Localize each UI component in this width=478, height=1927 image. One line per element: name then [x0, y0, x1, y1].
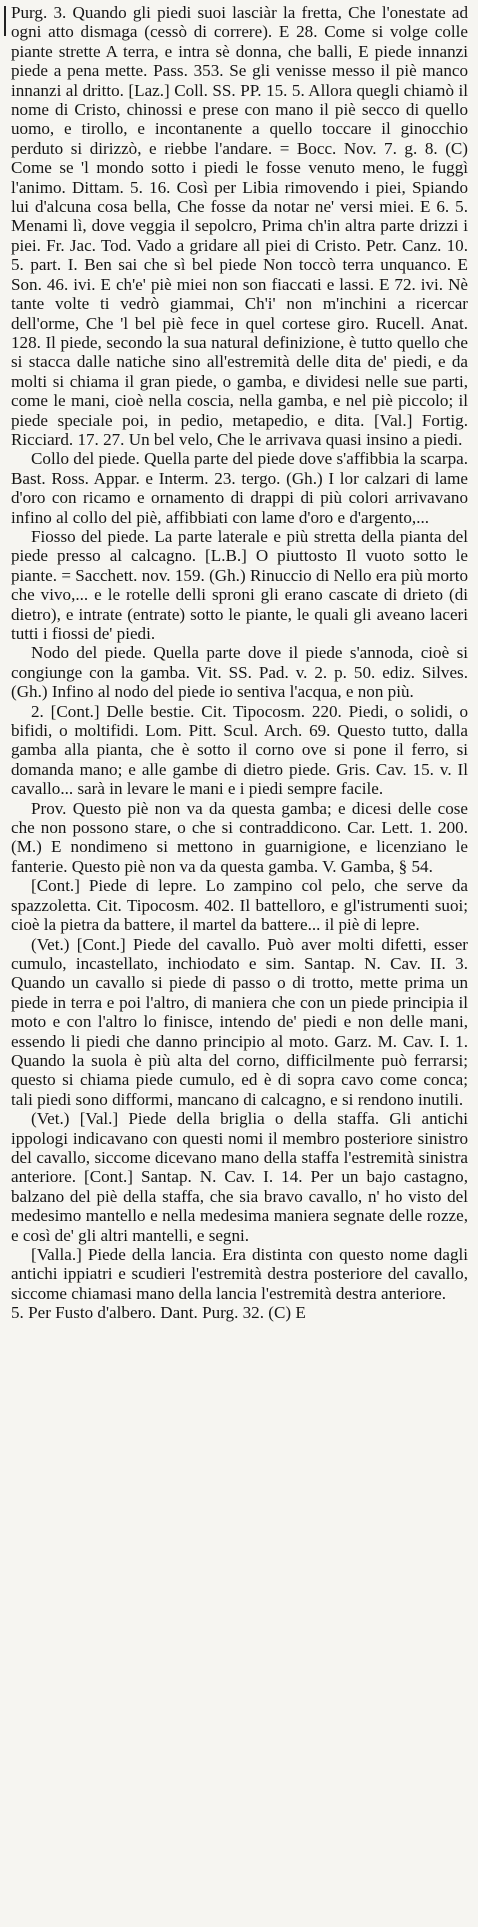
paragraph-piede-citations: Purg. 3. Quando gli piedi suoi lasciàr la fretta, Che l'onestate ad ogni atto dismaga (cessò di correre). E 28. Come si volge colle piante strette A terra, e intra sè donna, che balli, E piede innanzi piede a pena mette. Pass. 353. Se gli venisse messo il piè manco innanzi al dritto. [Laz.] Coll. SS. PP. 15. 5. Allora quegli chiamò il nome di Cristo, chinossi e prese con mano il piè secco di quello uomo, e tirollo, e incontanente a quello toccare il ginocchio perduto si dirizzò, e riebbe l'andare. = Bocc. Nov. 7. g. 8. (C) Come se 'l mondo sotto i piedi le fosse venuto meno, le fuggì l'animo. Dittam. 5. 16. Così per Libia rimovendo i piei, Spiando lui d'alcuna cosa bella, Che fosse da notar ne' versi miei. E 6. 5. Menami lì, dove veggia il sepolcro, Prima ch'in altra parte drizzi i piei. Fr. Jac. Tod. Vado a gridare all piei di Cristo. Petr. Canz. 10. 5. part. I. Ben sai che sì bel piede Non toccò terra unquanco. E Son. 46. ivi. E ch'e' piè miei non son fiaccati e lassi. E 72. ivi. Nè tante volte ti vedrò giammai, Ch'i' non m'inchini a ricercar dell'orme, Che 'l bel piè fece in quel cortese giro. Rucell. Anat. 128. Il piede, secondo la sua natural definizione, è tutto quello che si stacca dalle natiche sino all'estremità delle dita de' piedi, e da molti si chiama il gran piede, o gamba, e dividesi nelle sue parti, come le mani, cioè nella coscia, nella gamba, e nel piè piccolo; il piede speciale poi, in pedio, metapedio, e dita. [Val.] Fortig. Ricciard. 17. 27. Un bel velo, Che le arrivava quasi insino a piedi.	[11, 3, 468, 449]
paragraph-fiosso-del-piede: Fiosso del piede. La parte laterale e più stretta della pianta del piede presso al calcagno. [L.B.] O piuttosto Il vuoto sotto le piante. = Sacchett. nov. 159. (Gh.) Rinuccio di Nello era più morto che vivo,... e le rotelle delli sproni gli erano cascate di drieto (di dietro), e intrate (entrate) sotto le piante, le quali gli aveano laceri tutti i fiossi de' piedi.	[11, 526, 468, 643]
column-rule	[4, 6, 6, 36]
paragraph-delle-bestie: 2. [Cont.] Delle bestie. Cit. Tipocosm. 220. Piedi, o solidi, o bifidi, o moltifidi. Lom. Pitt. Scul. Arch. 69. Questo tutto, dalla gamba alla pianta, che è sotto il corno ove si pone il ferro, si domanda mano; e alle gambe di dietro piede. Gris. Cav. 15. v. Il cavallo... sarà in levare le mani e i piedi sempre facile.	[11, 701, 468, 799]
paragraph-proverb: Prov. Questo piè non va da questa gamba; e dicesi delle cose che non possono stare, o che si contraddicono. Car. Lett. 1. 200. (M.) E nondimeno si mettono in guarnigione, e licenziano le fanterie. Questo piè non va da questa gamba. V. Gamba, § 54.	[11, 798, 468, 876]
paragraph-fusto-d-albero: 5. Per Fusto d'albero. Dant. Purg. 32. (C) E	[11, 1303, 306, 1323]
paragraph-nodo-del-piede: Nodo del piede. Quella parte dove il piede s'annoda, cioè si congiunge con la gamba. Vit. SS. Pad. v. 2. p. 50. ediz. Silves. (Gh.) Infino al nodo del piede io sentiva l'acqua, e non più.	[11, 643, 468, 702]
paragraph-collo-del-piede: Collo del piede. Quella parte del piede dove s'affibbia la scarpa. Bast. Ross. Appar. e Interm. 23. tergo. (Gh.) I lor calzari di lame d'oro con ricamo e ornamento di drappi di più colori arrivavano infino al collo del piè, affibbiati con lame d'oro e d'argento,...	[11, 449, 468, 527]
paragraph-piede-di-lepre: [Cont.] Piede di lepre. Lo zampino col pelo, che serve da spazzoletta. Cit. Tipocosm. 402. Il battelloro, e gl'istrumenti suoi; cioè la pietra da battere, il martel da battere... il piè di lepre.	[11, 876, 468, 935]
paragraph-piede-della-briglia: (Vet.) [Val.] Piede della briglia o della staffa. Gli antichi ippologi indicavano con questi nomi il membro posteriore sinistro del cavallo, siccome dicevano mano della staffa l'estremità sinistra anteriore. [Cont.] Santap. N. Cav. I. 14. Per un bajo castagno, balzano del piè della staffa, che sia bravo cavallo, n' ho visto del medesimo mantello e nella medesima maniera segnate delle rozze, e così de' gli altri mantelli, e segni.	[11, 1109, 468, 1245]
paragraph-piede-del-cavallo: (Vet.) [Cont.] Piede del cavallo. Può aver molti difetti, esser cumulo, incastellato, inchiodato e sim. Santap. N. Cav. II. 3. Quando un cavallo si piede di passo o di trotto, mette prima un piede in terra e poi l'altro, di maniera che con un piede principia il moto e con l'altro lo finisce, intendo de' piedi e non delle mani, essendo li piedi che danno principio al moto. Garz. M. Cav. I. 1. Quando la suola è più alta del corno, difficilmente può ferrarsi; questo si chiama piede cumulo, ed è di sopra cavo come conca; tali piedi sono difformi, mancano di calcagno, e si rendono inutili.	[11, 934, 468, 1109]
paragraph-piede-della-lancia: [Valla.] Piede della lancia. Era distinta con questo nome dagli antichi ippiatri e scudieri l'estremità destra posteriore del cavallo, siccome chiamasi mano della lancia l'estremità destra anteriore.	[11, 1245, 468, 1303]
